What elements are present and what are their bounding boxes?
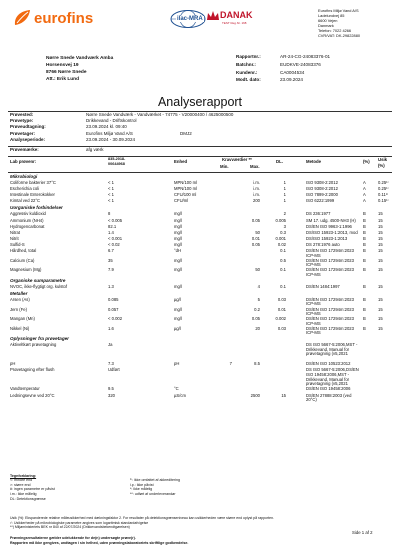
result-name: Mangan (Mn) <box>10 316 35 322</box>
footer-line: Prøvningsresultaterne gælder udelukkende for de(n) undersøgte prøve(r). <box>10 536 136 540</box>
col-sample-id-1: 835-2018- <box>108 157 126 161</box>
sample-info-label: Analyseperiode: <box>10 136 46 142</box>
result-max: i.m. <box>253 186 260 192</box>
sample-info-label: Prøvetype: <box>10 118 34 124</box>
result-unit: pH <box>174 361 180 367</box>
company-line: Ladelundvej 85 <box>318 13 345 18</box>
legend-item: i.p.: ikke påvist <box>130 482 154 487</box>
legend-item: <: mindre end <box>10 477 33 482</box>
result-uncertainty: 15 <box>378 283 383 289</box>
eurofins-leaf-icon <box>12 8 34 28</box>
result-max: 0.2 <box>254 306 260 312</box>
table-header <box>8 158 392 172</box>
section-heading <box>8 205 392 211</box>
sample-info-value: 23.09.2024 kl. 09:40 <box>86 124 127 130</box>
result-uncertainty: 15 <box>378 235 383 241</box>
result-max: 200 <box>253 198 260 204</box>
recipient-address <box>46 55 113 83</box>
result-value: 8 <box>108 211 111 217</box>
result-uncertainty: 0.11¹⁾ <box>378 192 389 198</box>
legend-item: i.m.: ikke målelig <box>10 492 37 497</box>
result-method: DS/ISO 15923-1:2013, mod <box>306 229 358 235</box>
meta-value: AR-24-CG-24083376-01 <box>280 54 331 59</box>
company-line: CVR/VAT: DK-29822880 <box>318 33 361 38</box>
result-name: Aggressiv kuldioxid <box>10 211 46 217</box>
legend-item: #: ingen parametre er påvist <box>10 487 55 492</box>
col-sample-id-2: 00644968 <box>108 162 125 166</box>
result-flag: A <box>363 192 366 198</box>
result-method: DS/EN ISO 17294m:2023 ICP-MS <box>306 248 354 258</box>
col-pct: (%) <box>363 159 370 164</box>
meta-value: CA0004534 <box>280 69 305 75</box>
result-method: DS ISO 5667-5:2006,MST - Drikkevand, Manual for prøvetagning (v5,2021 <box>306 342 358 357</box>
meta-label: Kundenr.: <box>236 69 258 75</box>
col-dl: DL. <box>276 159 283 164</box>
result-dl: 2 <box>283 211 286 217</box>
col-min: Min. <box>220 164 229 169</box>
result-unit: mg/l <box>174 211 182 217</box>
result-method: DS/EN ISO 17294m:2023 ICP-MS <box>306 325 354 336</box>
result-unit: CFU/ml <box>174 198 189 204</box>
result-dl: 0.02 <box>277 241 286 247</box>
result-unit: mg/l <box>174 229 182 235</box>
result-max: 0.01 <box>251 235 260 241</box>
result-dl: 0.03 <box>277 296 286 302</box>
result-name: Ammonium (NH4) <box>10 217 44 223</box>
section-title: Oplysninger fra prøvetager <box>10 336 69 342</box>
result-value: 1.4 <box>108 229 114 235</box>
result-uncertainty: 15 <box>378 229 383 235</box>
col-unit: Enhed <box>174 159 188 164</box>
meta-label: Batchnr.: <box>236 61 256 67</box>
sample-info-value: Drikkevand - Driftskontrol <box>86 118 137 124</box>
result-max: 20 <box>255 325 260 331</box>
result-value: 6.7 <box>108 248 114 253</box>
result-uncertainty: 15 <box>378 223 383 229</box>
result-value: < 1 <box>108 192 114 198</box>
note-line: ¹⁾: Usikkerheder på mikrobiologiske parametre angives som logaritmisk standardafvigelse <box>10 520 149 525</box>
company-line: 6600 Vejen <box>318 18 338 23</box>
result-uncertainty: 0.25¹⁾ <box>378 180 389 185</box>
sample-info-value: Eurofins Miljø Vand A/S <box>86 130 133 136</box>
sample-info <box>10 113 390 144</box>
result-name: Aktiveltkørt prøvetagning <box>10 342 57 348</box>
result-unit: µS/cm <box>174 392 186 398</box>
result-method: SM 17. udg. 4500-NH3 (H) <box>306 217 356 223</box>
result-method: ISO 9308-2:2012 <box>306 180 338 185</box>
result-name: Intestinale Enterokokker <box>10 192 55 198</box>
result-unit: mg/l <box>174 223 182 229</box>
result-max: 0.05 <box>251 217 260 223</box>
result-dl: 0.1 <box>280 267 286 273</box>
danak-reg: TEST Reg.Nr. 168 <box>222 21 247 25</box>
result-method: DS/EN ISO 17294m:2023 ICP-MS <box>306 316 354 326</box>
result-max: 4 <box>257 283 260 289</box>
result-unit: µg/l <box>174 325 181 331</box>
result-value: 7.3 <box>108 361 114 367</box>
legend-title: Tegnforklaring: <box>10 474 37 478</box>
result-flag: B <box>363 283 366 289</box>
result-flag: A <box>363 198 366 204</box>
result-unit: CFU/100 ml <box>174 192 197 198</box>
company-address <box>318 8 398 38</box>
legend-item: **: udført af underleverandør <box>130 492 176 497</box>
result-method: DS/EN ISO 17294m:2023 ICP-MS <box>306 267 354 277</box>
result-method: DS 236:1977 <box>306 211 331 217</box>
sample-info-row <box>10 138 390 144</box>
recipient-line: Nørre Snede Vandværk Amba <box>46 56 114 61</box>
company-line: Eurofins Miljø Vand A/S <box>318 8 359 13</box>
col-lab: Lab prøvenr: <box>10 159 37 164</box>
page-title: Analyserapport <box>157 95 243 109</box>
result-value: 82.1 <box>108 223 117 229</box>
result-flag: B <box>363 217 366 223</box>
results-table <box>8 174 392 474</box>
sample-info-value: Nørre Snede Vandværk - Vandværket - 74775 - V20000400 / 4625000500 <box>86 112 234 117</box>
result-flag: B <box>363 223 366 229</box>
col-max: Max. <box>250 164 260 169</box>
result-method: DS 278:1976 auto <box>306 241 340 247</box>
result-unit: mg/l <box>174 267 182 273</box>
result-uncertainty: 15 <box>378 306 383 312</box>
result-method: DS/EN ISO 19458:2006 <box>306 386 351 392</box>
result-unit: mg/l <box>174 241 182 247</box>
legend-item: ¹⁾: ikke omfattet af akkreditering <box>130 477 181 482</box>
section-title: Mikrobiologi <box>10 174 38 179</box>
result-uncertainty: 0.25¹⁾ <box>378 186 389 192</box>
result-flag: B <box>363 306 366 312</box>
result-uncertainty: 15 <box>378 217 383 223</box>
result-flag: B <box>363 257 366 263</box>
result-uncertainty: 15 <box>378 296 383 302</box>
result-unit: µg/l <box>174 296 181 302</box>
company-line: Danmark <box>318 23 334 28</box>
result-min: 7 <box>229 361 232 367</box>
result-dl: 0.001 <box>275 235 286 241</box>
section-title: Uorganiske forbindelser <box>10 205 63 211</box>
info-divider <box>8 146 392 147</box>
result-name: Ledningsevne ved 20°C <box>10 392 55 398</box>
result-method: DS/EN ISO 17294m:2023 ICP-MS <box>306 296 354 307</box>
result-value: 320 <box>108 392 115 398</box>
result-name: Nitrat <box>10 229 21 235</box>
result-name: Jern (Fe) <box>10 306 27 312</box>
result-flag: B <box>363 211 366 217</box>
legend-item: DL: Detektionsgrænse <box>10 496 46 501</box>
note-line: **) Miljøministeriets BEK nr 840 af 22/07/2024 (Drikkevandsbekendtgørelsen) <box>10 525 130 530</box>
result-name: Prøvetagning efter flush <box>10 367 55 373</box>
result-uncertainty: 15 <box>378 316 383 322</box>
result-uncertainty: 15 <box>378 248 383 253</box>
ilac-text: ilac-MRA <box>177 16 203 22</box>
result-method: ISO 7899-2:2000 <box>306 192 338 198</box>
result-method: DS/EN ISO 10523:2012 <box>306 361 351 367</box>
result-flag: B <box>363 235 366 241</box>
result-max: 0.05 <box>251 241 260 247</box>
danak-text: DANAK <box>220 10 253 20</box>
result-name: Escherichia coli <box>10 186 40 192</box>
result-dl: 0.5 <box>280 257 286 263</box>
result-max: 0.05 <box>251 316 260 322</box>
result-name: Kimtal ved 22°C <box>10 198 41 204</box>
result-unit: MPN/100 ml <box>174 180 198 185</box>
danak-logo <box>206 9 254 31</box>
result-value: 0.057 <box>108 306 119 312</box>
result-flag: A <box>363 186 366 192</box>
result-value: 0.085 <box>108 296 119 302</box>
result-uncertainty: 15 <box>378 211 383 217</box>
table-row <box>8 327 392 337</box>
result-flag: B <box>363 296 366 302</box>
result-dl: 0.03 <box>277 325 286 331</box>
result-dl: 0.002 <box>275 316 286 322</box>
col-metode: Metode <box>306 159 322 164</box>
notes <box>10 516 392 530</box>
result-max: 5 <box>257 296 260 302</box>
result-dl: 0.005 <box>275 217 286 223</box>
result-max: 50 <box>255 267 260 273</box>
eurofins-wordmark: eurofins <box>34 10 94 27</box>
section-heading <box>8 291 392 297</box>
result-value: < 0.002 <box>108 316 123 322</box>
result-dl: 1 <box>283 180 286 185</box>
result-method: DS/EN ISO 17294m:2023 ICP-MS <box>306 306 354 317</box>
result-name: Coliforme bakterier 37°C <box>10 180 56 185</box>
recipient-line: Horsensvej 19 <box>46 63 79 68</box>
result-uncertainty: 15 <box>378 241 383 247</box>
footer-line: Rapporten må ikke gengives, undtagen i sin helhed, uden prøvningslaboratoriets skriftlige godkendelse. <box>10 540 189 545</box>
result-value: < 1 <box>108 186 114 192</box>
legend <box>10 474 390 503</box>
result-uncertainty: 0.15¹⁾ <box>378 198 389 204</box>
result-method: ISO 6222:1999 <box>306 198 335 204</box>
result-dl: 15 <box>281 392 286 398</box>
result-value: 1.3 <box>108 283 114 289</box>
note-line: Usik (%): Ekspanderede relative måleusikkerhed med dækningsfaktor 2. For resultater på detektionsgrænseniveau kan usikkerheden være større end oplyst på rapporten. <box>10 516 274 520</box>
result-name: Hårdhed, total <box>10 248 37 253</box>
result-unit: mg/l <box>174 316 182 322</box>
table-row <box>8 343 392 362</box>
result-value: < 0.001 <box>108 235 123 241</box>
result-uncertainty: 15 <box>378 257 383 263</box>
result-dl: 1 <box>283 198 286 204</box>
col-usik: Usik <box>378 157 388 162</box>
sample-info-extra: DMJ2 <box>180 130 192 136</box>
result-flag: B <box>363 248 366 253</box>
footer <box>10 536 390 546</box>
result-method: DS/EN ISO 9963-1:1996 <box>306 223 352 229</box>
result-name: Nitrit <box>10 235 19 241</box>
meta-value: EUDKVE-24083376 <box>280 61 321 67</box>
result-unit: mg/l <box>174 306 182 312</box>
result-dl: 0.01 <box>277 306 286 312</box>
legend-item: *: ikke målelig <box>130 487 153 492</box>
result-value: < 1 <box>108 198 114 204</box>
result-max: 8.5 <box>254 361 260 367</box>
meta-value: 23.09.2024 <box>280 77 303 83</box>
col-usik-pct: (%) <box>378 163 385 168</box>
page-number: Side 1 af 2 <box>352 530 373 535</box>
table-header-bottom <box>8 172 392 173</box>
result-method: DS/ISO 15923-1:2013 <box>306 235 348 241</box>
result-name: Arsen (As) <box>10 296 30 302</box>
result-max: i.m. <box>253 180 260 185</box>
recipient-line: Att.: Erik Lund <box>46 77 80 82</box>
result-dl: 1 <box>283 186 286 192</box>
section-title: Metaller <box>10 290 28 296</box>
provemaerke-label: Prøvemærke: <box>10 147 39 152</box>
sample-info-label: Prøvested: <box>10 112 34 117</box>
result-dl: 1 <box>283 192 286 198</box>
table-row <box>8 268 392 278</box>
result-unit: mg/l <box>174 283 182 289</box>
result-flag: B <box>363 229 366 235</box>
result-unit: °dH <box>174 248 182 253</box>
result-flag: B <box>363 316 366 322</box>
table-header-top <box>8 156 392 157</box>
result-flag: B <box>363 325 366 331</box>
eurofins-logo <box>12 8 112 28</box>
result-dl: 0.1 <box>280 248 286 253</box>
result-value: < 1 <box>108 180 114 185</box>
result-dl: 3 <box>283 223 286 229</box>
result-unit: mg/l <box>174 217 182 223</box>
recipient-line: 8766 Nørre Snede <box>46 70 87 75</box>
result-flag: B <box>363 267 366 273</box>
result-name: pH <box>10 361 16 367</box>
col-krav: Kravværdier ** <box>222 157 252 162</box>
provemaerke-row <box>10 148 390 154</box>
report-meta <box>236 55 386 86</box>
result-value: Ja <box>108 342 113 348</box>
result-unit: mg/l <box>174 257 182 263</box>
result-name: Hydrogencarbonat <box>10 223 45 229</box>
result-value: 35 <box>108 257 113 263</box>
danak-crown-icon <box>206 9 220 23</box>
result-method: DS ISO 5667-5:2006,DS/EN ISO 19458:2006,MST - Drikkevand, Manual for prøvetagning (v5,2021 <box>306 367 359 387</box>
result-flag: B <box>363 241 366 247</box>
result-flag: A <box>363 180 366 185</box>
meta-label: Modt. dato: <box>236 77 261 83</box>
result-max: 2500 <box>250 392 260 398</box>
result-unit: °C <box>174 386 179 392</box>
section-title: Organiske sumparametre <box>10 277 66 283</box>
table-row <box>8 394 392 404</box>
result-name: Vandtemperatur <box>10 386 40 392</box>
result-value: < 0.02 <box>108 241 120 247</box>
result-name: Calcium (Ca) <box>10 257 35 263</box>
result-name: Magnesium (Mg) <box>10 267 42 273</box>
result-method: DS/EN ISO 17294m:2023 ICP-MS <box>306 257 354 268</box>
ilac-logo <box>170 10 206 28</box>
result-max: i.m. <box>253 192 260 198</box>
result-unit: mg/l <box>174 235 182 241</box>
result-name: NVOC, ikke-flygtigt org. kulstof <box>10 283 68 289</box>
sample-info-label: Prøvetager: <box>10 130 36 136</box>
result-dl: 0.3 <box>280 229 286 235</box>
legend-item: >: større end <box>10 482 31 487</box>
result-name: Sulfid-S <box>10 241 25 247</box>
result-method: ISO 9308-2:2012 <box>306 186 338 192</box>
result-value: 9.5 <box>108 386 114 392</box>
table-row <box>8 368 392 387</box>
result-dl: 0.1 <box>280 283 286 289</box>
result-method: DS/EN 27888:2003 (ved 20°C) <box>306 392 352 403</box>
company-line: Telefon: 7022 4266 <box>318 28 352 33</box>
sample-info-value: 23.09.2024 - 30.09.2024 <box>86 136 136 142</box>
sample-info-label: Prøveudtagning: <box>10 124 46 130</box>
result-value: Udført <box>108 367 120 373</box>
meta-label: Rapportnr.: <box>236 54 261 59</box>
result-max: 50 <box>255 229 260 235</box>
result-name: Nikkel (Ni) <box>10 325 30 331</box>
result-value: < 0.005 <box>108 217 123 223</box>
provemaerke-value: afg værk <box>86 147 104 152</box>
result-uncertainty: 15 <box>378 267 383 273</box>
section-heading <box>8 278 392 284</box>
result-uncertainty: 15 <box>378 325 383 331</box>
result-value: 7.9 <box>108 267 114 273</box>
result-unit: MPN/100 ml <box>174 186 198 192</box>
result-method: DS/EN 1484:1997 <box>306 283 340 289</box>
result-value: 1.6 <box>108 325 114 331</box>
